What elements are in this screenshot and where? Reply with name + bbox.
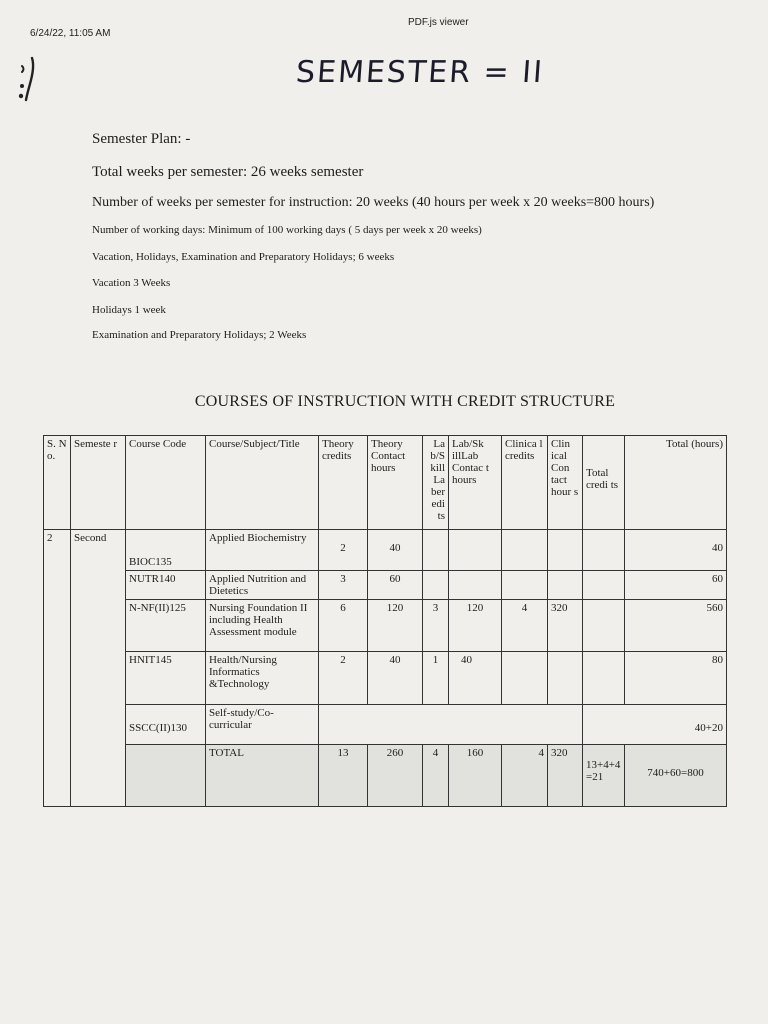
plan-line: Holidays 1 week <box>92 304 166 316</box>
plan-line: Vacation 3 Weeks <box>92 277 171 289</box>
cell-lab-hours: 120 <box>449 600 502 652</box>
table-row <box>44 571 727 600</box>
cell-total-credits <box>583 652 625 705</box>
col-header-lab-credits: La b/S kill La ber edi ts <box>423 436 449 530</box>
cell-title: Nursing Foundation II including Health Assessment module <box>206 600 319 652</box>
cell-lab-credits <box>423 530 449 571</box>
plan-line: Number of working days: Minimum of 100 working days ( 5 days per week x 20 weeks) <box>92 224 482 236</box>
handwritten-mark-icon <box>14 54 48 108</box>
cell-theory-hours: 120 <box>368 600 423 652</box>
credit-structure-table <box>43 435 727 807</box>
cell-theory-credits: 2 <box>319 652 368 705</box>
cell-lab-credits: 1 <box>423 652 449 705</box>
cell-total-credits <box>583 600 625 652</box>
cell-title: Self-study/Co-curricular <box>206 705 319 745</box>
cell-clinical-hours <box>548 652 583 705</box>
cell-theory-hours: 60 <box>368 571 423 600</box>
cell-sno: 2 <box>44 530 71 807</box>
table-row <box>44 600 727 652</box>
cell-total-credits <box>583 571 625 600</box>
section-heading: COURSES OF INSTRUCTION WITH CREDIT STRUCTURE <box>194 393 616 410</box>
table-row <box>44 652 727 705</box>
col-header-clinical-hours: Clin ical Con tact hour s <box>548 436 583 530</box>
cell-clinical-credits: 4 <box>502 745 548 807</box>
plan-line: Examination and Preparatory Holidays; 2 Weeks <box>92 329 307 341</box>
cell-theory-hours: 260 <box>368 745 423 807</box>
plan-line: Vacation, Holidays, Examination and Preparatory Holidays; 6 weeks <box>92 251 395 263</box>
col-header-semester: Semeste r <box>71 436 126 530</box>
cell-title: Applied Nutrition and Dietetics <box>206 571 319 600</box>
cell-theory-credits: 2 <box>319 530 368 571</box>
col-header-sno: S. N o. <box>44 436 71 530</box>
col-header-total-credits: Total credi ts <box>583 436 625 530</box>
cell-code: BIOC135 <box>126 530 206 571</box>
cell-clinical-hours <box>548 530 583 571</box>
cell-total-hours: 40+20 <box>583 705 727 745</box>
cell-theory-credits: 3 <box>319 571 368 600</box>
cell-total-hours: 60 <box>625 571 727 600</box>
cell-total-hours: 40 <box>625 530 727 571</box>
cell-code: HNIT145 <box>126 652 206 705</box>
cell-merged-blank <box>319 705 583 745</box>
cell-semester: Second <box>71 530 126 807</box>
cell-clinical-hours <box>548 571 583 600</box>
cell-theory-hours: 40 <box>368 652 423 705</box>
col-header-title: Course/Subject/Title <box>206 436 319 530</box>
col-header-total-hours: Total (hours) <box>625 436 727 530</box>
cell-lab-credits: 4 <box>423 745 449 807</box>
cell-total-hours: 80 <box>625 652 727 705</box>
cell-total-hours: 740+60=800 <box>625 745 727 807</box>
col-header-clinical-credits: Clinica l credits <box>502 436 548 530</box>
cell-theory-credits: 6 <box>319 600 368 652</box>
table-row <box>44 705 727 745</box>
cell-clinical-hours: 320 <box>548 600 583 652</box>
cell-total-credits: 13+4+4=21 <box>583 745 625 807</box>
page-title: SEMESTER = II <box>294 55 546 90</box>
cell-total-credits <box>583 530 625 571</box>
col-header-course-code: Course Code <box>126 436 206 530</box>
viewer-title: PDF.js viewer <box>408 17 469 28</box>
plan-line: Number of weeks per semester for instruction: 20 weeks (40 hours per week x 20 weeks=800 hours) <box>92 195 655 210</box>
col-header-theory-credits: Theory credits <box>319 436 368 530</box>
cell-clinical-credits: 4 <box>502 600 548 652</box>
cell-lab-hours: 40 <box>449 652 502 705</box>
cell-code: NUTR140 <box>126 571 206 600</box>
cell-code: SSCC(II)130 <box>126 705 206 745</box>
plan-line: Total weeks per semester: 26 weeks semester <box>92 164 364 180</box>
cell-title: Health/Nursing Informatics &Technology <box>206 652 319 705</box>
plan-line: Semester Plan: - <box>92 131 191 147</box>
cell-lab-credits <box>423 571 449 600</box>
cell-total-label: TOTAL <box>206 745 319 807</box>
cell-title: Applied Biochemistry <box>206 530 319 571</box>
cell-clinical-hours: 320 <box>548 745 583 807</box>
cell-clinical-credits <box>502 571 548 600</box>
cell-lab-hours <box>449 530 502 571</box>
cell-clinical-credits <box>502 530 548 571</box>
cell-lab-hours <box>449 571 502 600</box>
table-header-row <box>44 436 727 530</box>
cell-theory-hours: 40 <box>368 530 423 571</box>
col-header-lab-hours: Lab/Sk illLab Contac t hours <box>449 436 502 530</box>
cell-clinical-credits <box>502 652 548 705</box>
cell-theory-credits: 13 <box>319 745 368 807</box>
cell-code <box>126 745 206 807</box>
print-date: 6/24/22, 11:05 AM <box>30 28 111 39</box>
col-header-theory-hours: Theory Contact hours <box>368 436 423 530</box>
cell-total-hours: 560 <box>625 600 727 652</box>
table-row <box>44 530 727 571</box>
cell-lab-hours: 160 <box>449 745 502 807</box>
table-row-total <box>44 745 727 807</box>
cell-lab-credits: 3 <box>423 600 449 652</box>
cell-code: N-NF(II)125 <box>126 600 206 652</box>
